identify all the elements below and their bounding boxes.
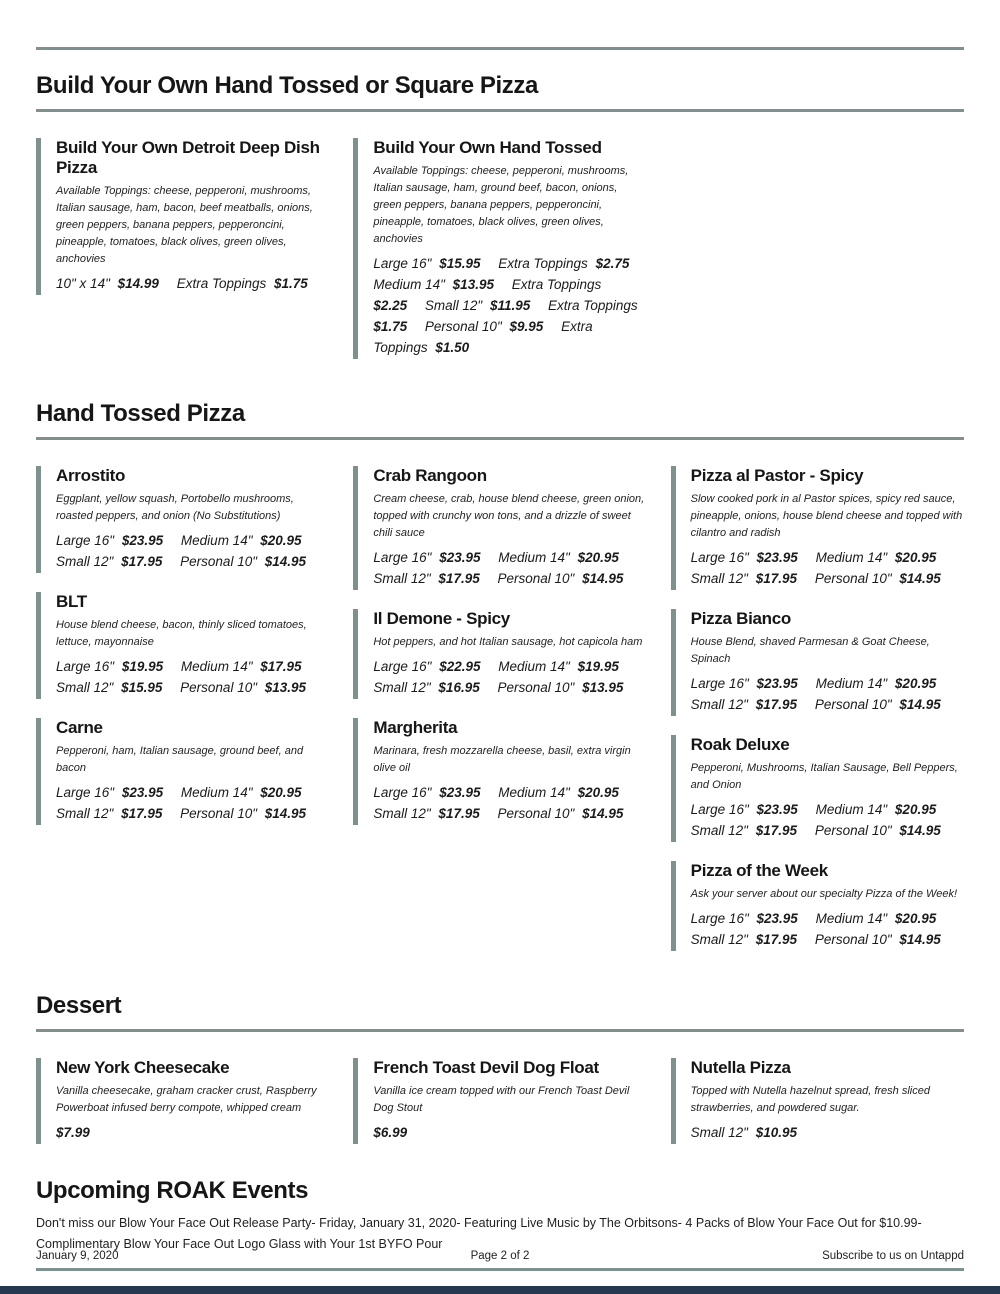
price-line	[373, 548, 646, 590]
size-label: Medium 14"	[815, 549, 888, 565]
size-label: Extra Toppings	[176, 276, 267, 292]
menu-item	[36, 592, 329, 699]
size-label: Personal 10"	[180, 553, 257, 569]
price-value: $15.95	[121, 679, 163, 695]
price-line	[373, 783, 646, 825]
bottom-accent-bar	[0, 1286, 1000, 1294]
price-value: $14.95	[582, 805, 624, 821]
size-label: Extra Toppings	[548, 298, 638, 314]
size-label: Large 16"	[373, 256, 432, 272]
size-label: Personal 10"	[497, 679, 575, 695]
menu-column	[671, 1058, 964, 1163]
menu-item	[353, 138, 646, 359]
menu-item	[671, 735, 964, 842]
size-label: Extra Toppings	[373, 319, 593, 355]
price-line	[56, 531, 329, 573]
menu-item	[353, 718, 646, 825]
size-label: Medium 14"	[373, 277, 445, 293]
price-value: $20.95	[260, 784, 302, 800]
size-label: Large 16"	[56, 658, 115, 674]
price-value: $1.75	[274, 276, 308, 292]
section-divider-rule	[36, 437, 964, 440]
size-label: Small 12"	[690, 822, 748, 838]
price-value: $23.95	[756, 910, 798, 926]
menu-item	[671, 861, 964, 951]
menu-item	[36, 138, 329, 295]
menu-item-description: House blend cheese, bacon, thinly sliced tomatoes, lettuce, mayonnaise	[56, 618, 307, 648]
size-label: Small 12"	[373, 805, 431, 821]
menu-item-title: Pizza al Pastor - Spicy	[690, 465, 864, 485]
events-text: Don't miss our Blow Your Face Out Release Party- Friday, January 31, 2020- Featuring Live Music by The Orbitsons- 4 Packs of Blow Your Face Out for $10.99- Complimentary Blow Your Face Out Logo Glass with Your 1st BYFO Pour	[36, 1215, 922, 1252]
size-label: Personal 10"	[814, 931, 892, 947]
size-label: Medium 14"	[815, 675, 888, 691]
price-line	[373, 1123, 646, 1144]
size-label: Personal 10"	[814, 696, 892, 712]
size-label: Small 12"	[373, 570, 431, 586]
price-value: $1.50	[435, 339, 470, 355]
size-label: Large 16"	[56, 532, 115, 548]
price-value: $19.95	[121, 658, 164, 674]
size-label: Small 12"	[56, 679, 114, 695]
price-value: $14.95	[264, 805, 307, 821]
size-label: Personal 10"	[814, 570, 892, 586]
size-label: Extra Toppings	[511, 277, 602, 293]
menu-column	[671, 138, 964, 378]
section-columns	[36, 138, 964, 378]
price-value: $15.95	[439, 256, 481, 272]
section-title: Build Your Own Hand Tossed or Square Pizza	[36, 72, 538, 99]
price-value: $14.99	[117, 276, 159, 292]
menu-content	[0, 47, 1000, 1294]
price-value: $1.75	[373, 319, 408, 334]
menu-item-description: Topped with Nutella hazelnut spread, fresh sliced strawberries, and powdered sugar.	[690, 1084, 930, 1114]
size-label: Small 12"	[690, 696, 748, 712]
price-value: $14.95	[582, 570, 624, 586]
menu-section	[36, 72, 964, 378]
price-value: $17.95	[438, 570, 480, 586]
section-title: Hand Tossed Pizza	[36, 399, 245, 427]
menu-item-description: Pepperoni, ham, Italian sausage, ground beef, and bacon	[56, 744, 304, 774]
menu-section	[36, 992, 964, 1163]
price-line	[691, 548, 964, 590]
price-value: $9.95	[509, 319, 544, 334]
menu-item-title: New York Cheesecake	[56, 1057, 230, 1077]
price-value: $11.95	[489, 298, 531, 314]
price-value: $13.95	[264, 679, 307, 695]
price-line	[56, 657, 329, 699]
price-line	[691, 674, 964, 716]
price-value: $14.95	[264, 553, 307, 569]
price-value: $23.95	[121, 532, 164, 548]
menu-item-title: Arrostito	[56, 465, 126, 485]
size-label: Large 16"	[690, 801, 749, 817]
price-value: $10.95	[755, 1124, 798, 1140]
size-label: Medium 14"	[498, 658, 570, 674]
menu-item-description: Cream cheese, crab, house blend cheese, green onion, topped with crunchy won tons, and a drizzle of sweet chili sauce	[373, 492, 645, 539]
menu-column	[36, 466, 329, 970]
menu-column	[353, 1058, 646, 1163]
price-line	[56, 1123, 329, 1144]
price-line	[373, 254, 646, 359]
menu-item-description: Vanilla ice cream topped with our French Toast Devil Dog Stout	[373, 1084, 630, 1114]
menu-item-title: French Toast Devil Dog Float	[373, 1057, 599, 1077]
menu-item-title: Pizza Bianco	[690, 608, 791, 628]
size-label: Large 16"	[690, 910, 749, 926]
price-line	[373, 657, 646, 699]
size-label: Medium 14"	[180, 784, 253, 800]
size-label: Small 12"	[690, 1124, 748, 1140]
menu-item-description: Ask your server about our specialty Pizza of the Week!	[690, 887, 958, 900]
price-value: $23.95	[756, 549, 798, 565]
menu-item-description: Hot peppers, and hot Italian sausage, hot capicola ham	[373, 635, 643, 648]
events-section-title: Upcoming ROAK Events	[36, 1176, 309, 1204]
menu-item	[353, 609, 646, 699]
size-label: Small 12"	[56, 553, 114, 569]
size-label: Small 12"	[56, 805, 114, 821]
menu-item	[671, 609, 964, 716]
size-label: Personal 10"	[497, 805, 575, 821]
price-value: $23.95	[439, 549, 481, 565]
price-value: $16.95	[438, 679, 480, 695]
price-value: $14.95	[899, 931, 941, 947]
size-label: Personal 10"	[180, 679, 257, 695]
menu-item-description: Slow cooked pork in al Pastor spices, spicy red sauce, pineapple, onions, house blend cheese and topped with cilantro and radish	[690, 492, 963, 539]
price-value: $20.95	[577, 784, 619, 800]
section-divider-rule	[36, 109, 964, 112]
menu-item	[671, 1058, 964, 1144]
menu-item-description: Vanilla cheesecake, graham cracker crust, Raspberry Powerboat infused berry compote, whipped cream	[56, 1084, 317, 1114]
menu-item-description: Available Toppings: cheese, pepperoni, mushrooms, Italian sausage, ham, bacon, beef meatballs, onions, green peppers, banana peppers, pepperoncini, pineapple, tomatoes, black olives, green olives, anchovies	[56, 185, 313, 266]
price-value: $2.75	[595, 256, 630, 272]
price-value: $20.95	[894, 910, 937, 926]
menu-item-description: House Blend, shaved Parmesan & Goat Cheese, Spinach	[690, 635, 930, 665]
size-label: Medium 14"	[498, 784, 570, 800]
menu-item	[36, 1058, 329, 1144]
size-label: Personal 10"	[814, 822, 892, 838]
price-value: $19.95	[577, 658, 619, 674]
price-value: $17.95	[121, 553, 163, 569]
menu-item-description: Marinara, fresh mozzarella cheese, basil, extra virgin olive oil	[373, 744, 631, 774]
price-value: $6.99	[373, 1124, 408, 1140]
price-value: $14.95	[899, 696, 941, 712]
size-label: Personal 10"	[424, 319, 502, 334]
price-value: $17.95	[755, 570, 798, 586]
menu-item-title: Build Your Own Hand Tossed	[373, 138, 602, 157]
price-line	[691, 800, 964, 842]
price-value: $23.95	[756, 801, 798, 817]
price-line	[56, 783, 329, 825]
size-label: Extra Toppings	[498, 256, 588, 272]
footer-subscribe-text: Subscribe to us on Untappd	[822, 1250, 964, 1262]
section-columns	[36, 1058, 964, 1163]
size-label: Large 16"	[56, 784, 115, 800]
menu-item-title: Roak Deluxe	[690, 734, 790, 754]
price-value: $20.95	[894, 549, 937, 565]
size-label: Large 16"	[690, 675, 749, 691]
menu-item-title: Il Demone - Spicy	[373, 608, 510, 628]
size-label: Personal 10"	[497, 570, 575, 586]
price-line	[691, 909, 964, 951]
price-value: $23.95	[121, 784, 164, 800]
footer-date: January 9, 2020	[36, 1250, 119, 1262]
menu-item	[36, 466, 329, 573]
size-label: Small 12"	[373, 679, 431, 695]
section-columns	[36, 466, 964, 970]
size-label: 10" x 14"	[56, 276, 110, 292]
menu-item-title: Nutella Pizza	[690, 1057, 791, 1077]
price-value: $23.95	[756, 675, 798, 691]
price-value: $23.95	[439, 784, 481, 800]
section-title: Dessert	[36, 991, 122, 1019]
price-value: $20.95	[894, 801, 937, 817]
size-label: Medium 14"	[815, 801, 888, 817]
menu-item	[353, 1058, 646, 1144]
size-label: Personal 10"	[180, 805, 257, 821]
menu-item	[353, 466, 646, 590]
menu-column	[36, 138, 329, 378]
events-section	[36, 1177, 964, 1294]
menu-item-title: Pizza of the Week	[690, 860, 828, 880]
price-value: $13.95	[582, 679, 624, 695]
price-value: $20.95	[577, 549, 619, 565]
price-value: $17.95	[755, 931, 798, 947]
size-label: Large 16"	[373, 784, 432, 800]
price-value: $2.25	[373, 298, 408, 314]
size-label: Medium 14"	[180, 532, 253, 548]
price-value: $14.95	[899, 570, 941, 586]
size-label: Medium 14"	[498, 549, 570, 565]
price-value: $20.95	[894, 675, 937, 691]
price-value: $17.95	[121, 805, 163, 821]
size-label: Small 12"	[690, 570, 748, 586]
footer-page-number: Page 2 of 2	[470, 1250, 530, 1262]
menu-item	[671, 466, 964, 590]
size-label: Medium 14"	[180, 658, 253, 674]
menu-item-title: Carne	[56, 717, 103, 737]
menu-column	[36, 1058, 329, 1163]
size-label: Large 16"	[690, 549, 749, 565]
size-label: Small 12"	[424, 298, 483, 314]
menu-item-title: Crab Rangoon	[373, 465, 487, 485]
size-label: Large 16"	[373, 549, 432, 565]
size-label: Large 16"	[373, 658, 432, 674]
menu-item	[36, 718, 329, 825]
section-divider-rule	[36, 1029, 964, 1032]
menu-column	[671, 466, 964, 970]
menu-item-title: BLT	[56, 591, 87, 611]
menu-section	[36, 400, 964, 970]
price-value: $14.95	[899, 822, 941, 838]
menu-column	[353, 466, 646, 970]
menu-item-title: Build Your Own Detroit Deep Dish Pizza	[56, 138, 320, 177]
price-value: $17.95	[438, 805, 480, 821]
price-line	[691, 1123, 964, 1144]
top-divider-rule	[36, 47, 964, 50]
price-line	[56, 274, 329, 295]
menu-item-description: Available Toppings: cheese, pepperoni, mushrooms, Italian sausage, ham, ground beef, bacon, onions, green peppers, banana peppers, pepperoncini, pineapple, tomatoes, black olives, green olives, anchovies	[373, 165, 629, 246]
events-divider-rule	[36, 1268, 964, 1271]
price-value: $13.95	[452, 277, 494, 293]
price-value: $17.95	[755, 822, 798, 838]
menu-item-description: Pepperoni, Mushrooms, Italian Sausage, Bell Peppers, and Onion	[690, 761, 958, 791]
menu-column	[353, 138, 646, 378]
page-footer	[36, 1250, 964, 1262]
menu-sections	[36, 72, 964, 1163]
price-value: $17.95	[755, 696, 798, 712]
price-value: $7.99	[56, 1124, 90, 1140]
price-value: $20.95	[260, 532, 302, 548]
price-value: $22.95	[439, 658, 481, 674]
size-label: Medium 14"	[815, 910, 888, 926]
size-label: Small 12"	[690, 931, 748, 947]
menu-item-description: Eggplant, yellow squash, Portobello mushrooms, roasted peppers, and onion (No Substitutions)	[56, 492, 294, 522]
menu-item-title: Margherita	[373, 717, 458, 737]
price-value: $17.95	[260, 658, 302, 674]
